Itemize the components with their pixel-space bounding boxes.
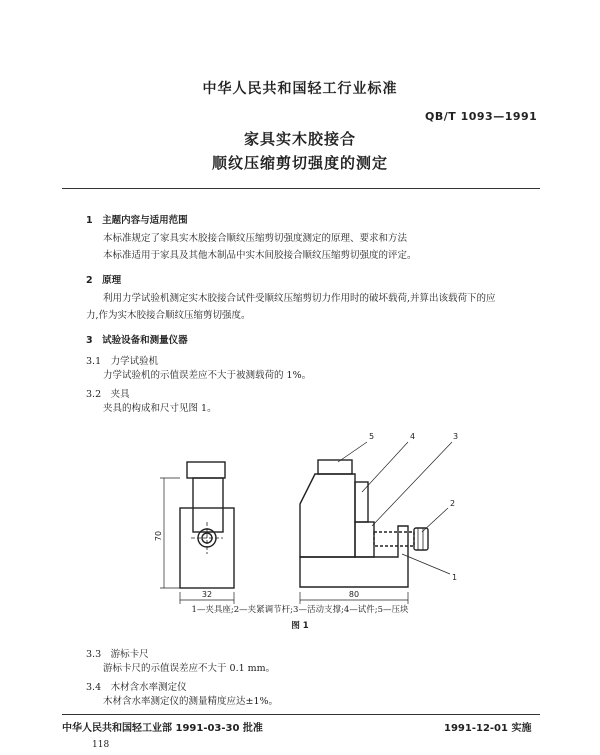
footer-rule	[62, 714, 540, 715]
item-3-1-text: 力学试验机的示值误差应不大于被测载荷的 1%。	[103, 370, 312, 381]
section-2-heading: 2 原理	[86, 275, 122, 286]
callout-5: 5	[369, 432, 375, 441]
movable-support	[355, 522, 374, 557]
callout-1: 1	[452, 573, 458, 582]
item-3-2-text: 夹具的构成和尺寸见图 1。	[103, 403, 217, 414]
footer-effective-date: 1991-12-01 实施	[444, 723, 532, 734]
callout-2: 2	[450, 499, 456, 508]
footer-issuer: 中华人民共和国轻工业部 1991-03-30 批准	[62, 723, 263, 734]
item-3-1-title: 3.1 力学试验机	[86, 356, 159, 367]
dim-label-width-left: 32	[201, 590, 213, 599]
section-2-paragraph-line2: 力,作为实木胶接合顺纹压缩剪切强度。	[86, 310, 251, 321]
fixture-side-view	[300, 460, 428, 587]
item-3-3-title: 3.3 游标卡尺	[86, 649, 149, 660]
section-3-heading: 3 试验设备和测量仪器	[86, 335, 188, 346]
section-1-heading: 1 主题内容与适用范围	[86, 215, 188, 226]
dim-label-width-right: 80	[348, 590, 360, 599]
item-3-4-text: 木材含水率测定仪的测量精度应达±1%。	[103, 696, 279, 707]
item-3-2-title: 3.2 夹具	[86, 389, 130, 400]
fixture-base-channel	[300, 526, 408, 587]
document-title-line2: 顺纹压缩剪切强度的测定	[211, 154, 388, 172]
leader-3	[372, 442, 452, 526]
page-number: 118	[92, 740, 110, 750]
section-1-paragraph-1: 本标准规定了家具实木胶接合顺纹压缩剪切强度测定的原理、要求和方法	[103, 233, 408, 244]
item-3-4-title: 3.4 木材含水率测定仪	[86, 682, 187, 693]
header-rule	[62, 188, 540, 189]
standard-number: QB/T 1093—1991	[425, 110, 538, 123]
leader-5	[338, 442, 367, 462]
leader-2	[422, 508, 448, 532]
figure-1-legend: 1—夹具座;2—夹紧调节杆;3—活动支撑;4—试件;5—压块	[191, 605, 409, 615]
dim-label-height: 70	[154, 530, 163, 542]
figure-1-caption: 图 1	[291, 621, 309, 631]
leader-1	[402, 554, 450, 574]
leader-4	[362, 442, 408, 492]
fixture-base-upright	[300, 474, 355, 557]
fixture-front-view	[180, 462, 234, 588]
clamp-knob	[414, 528, 428, 550]
specimen-front	[193, 478, 223, 532]
item-3-3-text: 游标卡尺的示值误差应不大于 0.1 mm。	[103, 663, 276, 674]
callout-3: 3	[453, 432, 459, 441]
standard-title: 中华人民共和国轻工行业标准	[202, 81, 398, 97]
callout-4: 4	[410, 432, 416, 441]
press-block-side	[318, 460, 352, 474]
section-1-paragraph-2: 本标准适用于家具及其他木制品中实木间胶接合顺纹压缩剪切强度的评定。	[103, 250, 417, 261]
press-block-top	[187, 462, 225, 478]
document-title-line1: 家具实木胶接合	[243, 130, 356, 148]
figure-1-drawing	[150, 422, 470, 612]
section-2-paragraph-line1: 利用力学试验机测定实木胶接合试件受顺纹压缩剪切力作用时的破坏载荷,并算出该载荷下的应	[103, 293, 496, 304]
